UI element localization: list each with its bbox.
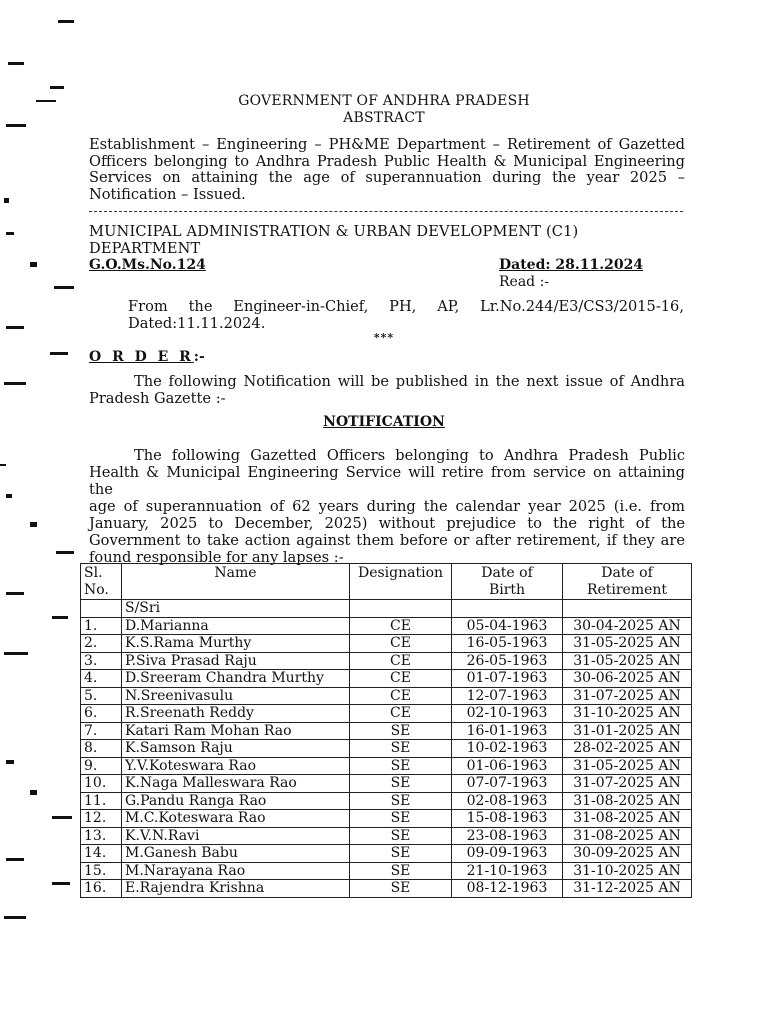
- date-of-birth-cell: 02-08-1963: [452, 792, 563, 810]
- sl-no-cell: 16.: [81, 880, 122, 898]
- sl-no-cell: 14.: [81, 845, 122, 863]
- sl-no-cell: 9.: [81, 757, 122, 775]
- notification-line: The following Gazetted Officers belonging to Andhra Pradesh Public: [134, 447, 685, 464]
- table-row: [81, 635, 692, 653]
- header-ret-line1: Date of: [601, 565, 653, 581]
- date-of-birth-cell: 26-05-1963: [452, 652, 563, 670]
- reference-line: From the Engineer-in-Chief, PH, AP, Lr.No.244/E3/CS3/2015-16,: [128, 298, 684, 315]
- date-of-retirement-cell: 31-08-2025 AN: [563, 792, 692, 810]
- table-row: [81, 880, 692, 898]
- table-row: [81, 670, 692, 688]
- scan-mark: [4, 198, 9, 203]
- date-of-birth-cell: 10-02-1963: [452, 740, 563, 758]
- date-of-retirement-cell: 30-06-2025 AN: [563, 670, 692, 688]
- name-cell: G.Pandu Ranga Rao: [122, 792, 350, 810]
- officers-table-body: [81, 600, 692, 898]
- table-row: [81, 705, 692, 723]
- scan-mark: [6, 592, 24, 595]
- designation-cell: CE: [350, 670, 452, 688]
- designation-cell: CE: [350, 617, 452, 635]
- table-row: [81, 862, 692, 880]
- date-of-retirement-cell: 31-07-2025 AN: [563, 687, 692, 705]
- date-of-retirement-cell: 31-05-2025 AN: [563, 757, 692, 775]
- header-ret-line2: Retirement: [586, 581, 668, 598]
- prefix-dob-cell: [452, 600, 563, 618]
- date-of-birth-cell: 16-05-1963: [452, 635, 563, 653]
- notification-line: found responsible for any lapses :-: [89, 549, 344, 566]
- prefix-desig-cell: [350, 600, 452, 618]
- scan-mark: [0, 464, 6, 466]
- header-date-of-retirement: [563, 564, 692, 600]
- date-of-retirement-cell: 31-08-2025 AN: [563, 827, 692, 845]
- date-of-retirement-cell: 30-09-2025 AN: [563, 845, 692, 863]
- order-line: Pradesh Gazette :-: [89, 389, 226, 407]
- designation-cell: CE: [350, 635, 452, 653]
- designation-cell: SE: [350, 722, 452, 740]
- scan-mark: [30, 522, 37, 527]
- date-of-retirement-cell: 31-10-2025 AN: [563, 705, 692, 723]
- sl-no-cell: 3.: [81, 652, 122, 670]
- date-of-birth-cell: 07-07-1963: [452, 775, 563, 793]
- sl-no-cell: 8.: [81, 740, 122, 758]
- order-line: The following Notification will be published in the next issue of Andhra: [134, 373, 685, 390]
- table-row: [81, 740, 692, 758]
- date-of-birth-cell: 09-09-1963: [452, 845, 563, 863]
- date-of-birth-cell: 01-07-1963: [452, 670, 563, 688]
- date-of-birth-cell: 01-06-1963: [452, 757, 563, 775]
- prefix-ret-cell: [563, 600, 692, 618]
- date-of-birth-cell: 08-12-1963: [452, 880, 563, 898]
- scan-mark: [30, 262, 37, 267]
- table-row: [81, 845, 692, 863]
- go-date: Dated: 28.11.2024: [499, 257, 644, 273]
- sl-no-cell: 13.: [81, 827, 122, 845]
- sl-no-cell: 5.: [81, 687, 122, 705]
- subject-line: Services on attaining the age of superannuation during the year 2025 –: [89, 169, 685, 186]
- government-title: GOVERNMENT OF ANDHRA PRADESH: [238, 93, 530, 109]
- date-of-retirement-cell: 31-08-2025 AN: [563, 810, 692, 828]
- department-name: MUNICIPAL ADMINISTRATION & URBAN DEVELOPMENT (C1) DEPARTMENT: [89, 223, 579, 257]
- name-cell: P.Siva Prasad Raju: [122, 652, 350, 670]
- name-cell: M.Ganesh Babu: [122, 845, 350, 863]
- name-cell: R.Sreenath Reddy: [122, 705, 350, 723]
- scan-mark: [6, 494, 12, 498]
- scan-mark: [52, 882, 70, 885]
- header-designation: Designation: [350, 564, 452, 600]
- date-of-birth-cell: 23-08-1963: [452, 827, 563, 845]
- sl-no-cell: 11.: [81, 792, 122, 810]
- table-row: [81, 652, 692, 670]
- date-of-retirement-cell: 31-10-2025 AN: [563, 862, 692, 880]
- name-cell: D.Sreeram Chandra Murthy: [122, 670, 350, 688]
- designation-cell: SE: [350, 740, 452, 758]
- table-row: [81, 775, 692, 793]
- name-cell: K.Samson Raju: [122, 740, 350, 758]
- subject-line: Establishment – Engineering – PH&ME Department – Retirement of Gazetted: [89, 136, 685, 153]
- date-of-retirement-cell: 28-02-2025 AN: [563, 740, 692, 758]
- date-of-birth-cell: 21-10-1963: [452, 862, 563, 880]
- name-cell: K.V.N.Ravi: [122, 827, 350, 845]
- subject-line: Notification – Issued.: [89, 185, 246, 203]
- order-heading: [89, 349, 205, 365]
- separator-stars: ***: [373, 331, 395, 344]
- header-name: Name: [122, 564, 350, 600]
- sl-no-cell: 2.: [81, 635, 122, 653]
- date-of-birth-cell: 12-07-1963: [452, 687, 563, 705]
- designation-cell: SE: [350, 792, 452, 810]
- order-paragraph: [89, 374, 685, 407]
- name-cell: E.Rajendra Krishna: [122, 880, 350, 898]
- table-row: [81, 810, 692, 828]
- notification-heading: NOTIFICATION: [323, 414, 445, 430]
- table-row: [81, 757, 692, 775]
- notification-line: age of superannuation of 62 years during the calendar year 2025 (i.e. from: [89, 498, 685, 515]
- scan-mark: [52, 616, 68, 619]
- table-row: [81, 792, 692, 810]
- scan-mark: [50, 86, 64, 89]
- date-of-retirement-cell: 31-07-2025 AN: [563, 775, 692, 793]
- designation-cell: CE: [350, 705, 452, 723]
- date-of-birth-cell: 05-04-1963: [452, 617, 563, 635]
- header-dob-line1: Date of: [481, 565, 533, 581]
- name-cell: N.Sreenivasulu: [122, 687, 350, 705]
- designation-cell: SE: [350, 757, 452, 775]
- scan-mark: [54, 286, 74, 289]
- date-of-retirement-cell: 31-12-2025 AN: [563, 880, 692, 898]
- scan-mark: [4, 652, 28, 655]
- subject-line: Officers belonging to Andhra Pradesh Public Health & Municipal Engineering: [89, 152, 685, 170]
- reference-line: Dated:11.11.2024.: [128, 314, 266, 332]
- date-of-birth-cell: 15-08-1963: [452, 810, 563, 828]
- scan-mark: [6, 760, 14, 764]
- date-of-retirement-cell: 30-04-2025 AN: [563, 617, 692, 635]
- table-row: [81, 827, 692, 845]
- designation-cell: SE: [350, 827, 452, 845]
- scan-mark: [4, 382, 26, 385]
- officers-table: [80, 563, 692, 898]
- name-cell: Katari Ram Mohan Rao: [122, 722, 350, 740]
- header-dob-line2: Birth: [488, 581, 526, 598]
- date-of-retirement-cell: 31-05-2025 AN: [563, 652, 692, 670]
- date-of-birth-cell: 02-10-1963: [452, 705, 563, 723]
- order-heading-text: O R D E R: [89, 349, 194, 365]
- designation-cell: SE: [350, 845, 452, 863]
- date-of-retirement-cell: 31-05-2025 AN: [563, 635, 692, 653]
- notification-line: Government to take action against them before or after retirement, if they are: [89, 532, 685, 549]
- scan-mark: [8, 62, 24, 65]
- date-of-birth-cell: 16-01-1963: [452, 722, 563, 740]
- sl-no-cell: 7.: [81, 722, 122, 740]
- scan-mark: [52, 816, 72, 819]
- prefix-row: [81, 600, 692, 618]
- name-cell: M.C.Koteswara Rao: [122, 810, 350, 828]
- designation-cell: SE: [350, 862, 452, 880]
- sl-no-cell: 10.: [81, 775, 122, 793]
- scan-mark: [30, 790, 37, 795]
- abstract-title: ABSTRACT: [343, 110, 425, 126]
- designation-cell: SE: [350, 880, 452, 898]
- read-label: Read :-: [499, 274, 550, 290]
- order-heading-suffix: :-: [193, 349, 205, 365]
- scan-mark: [6, 232, 14, 235]
- header-sl-no: [81, 564, 122, 600]
- designation-cell: SE: [350, 810, 452, 828]
- name-cell: M.Narayana Rao: [122, 862, 350, 880]
- table-row: [81, 687, 692, 705]
- dashed-divider: [89, 211, 683, 212]
- go-number: G.O.Ms.No.124: [89, 257, 206, 273]
- notification-line: Health & Municipal Engineering Service will retire from service on attaining the: [89, 464, 685, 498]
- sl-no-cell: 1.: [81, 617, 122, 635]
- prefix-cell: S/Sri: [122, 600, 350, 618]
- table-row: [81, 617, 692, 635]
- header-sl-line1: Sl.: [84, 565, 103, 581]
- scan-mark: [6, 858, 24, 861]
- scan-mark: [4, 916, 26, 919]
- designation-cell: CE: [350, 687, 452, 705]
- sl-no-cell: 6.: [81, 705, 122, 723]
- scan-mark: [50, 352, 68, 355]
- header-sl-line2: No.: [84, 581, 109, 598]
- date-of-retirement-cell: 31-01-2025 AN: [563, 722, 692, 740]
- sl-no-cell: 12.: [81, 810, 122, 828]
- name-cell: K.Naga Malleswara Rao: [122, 775, 350, 793]
- table-header-row: [81, 564, 692, 600]
- subject-paragraph: [89, 137, 685, 203]
- sl-no-cell: 15.: [81, 862, 122, 880]
- header-date-of-birth: [452, 564, 563, 600]
- name-cell: D.Marianna: [122, 617, 350, 635]
- prefix-sl-cell: [81, 600, 122, 618]
- scan-mark: [58, 20, 74, 23]
- sl-no-cell: 4.: [81, 670, 122, 688]
- table-row: [81, 722, 692, 740]
- notification-line: January, 2025 to December, 2025) without prejudice to the right of the: [89, 515, 685, 532]
- notification-paragraph: [89, 447, 685, 566]
- name-cell: Y.V.Koteswara Rao: [122, 757, 350, 775]
- scan-mark: [6, 326, 24, 329]
- scan-mark: [56, 551, 74, 554]
- name-cell: K.S.Rama Murthy: [122, 635, 350, 653]
- reference-block: [128, 299, 684, 332]
- designation-cell: SE: [350, 775, 452, 793]
- designation-cell: CE: [350, 652, 452, 670]
